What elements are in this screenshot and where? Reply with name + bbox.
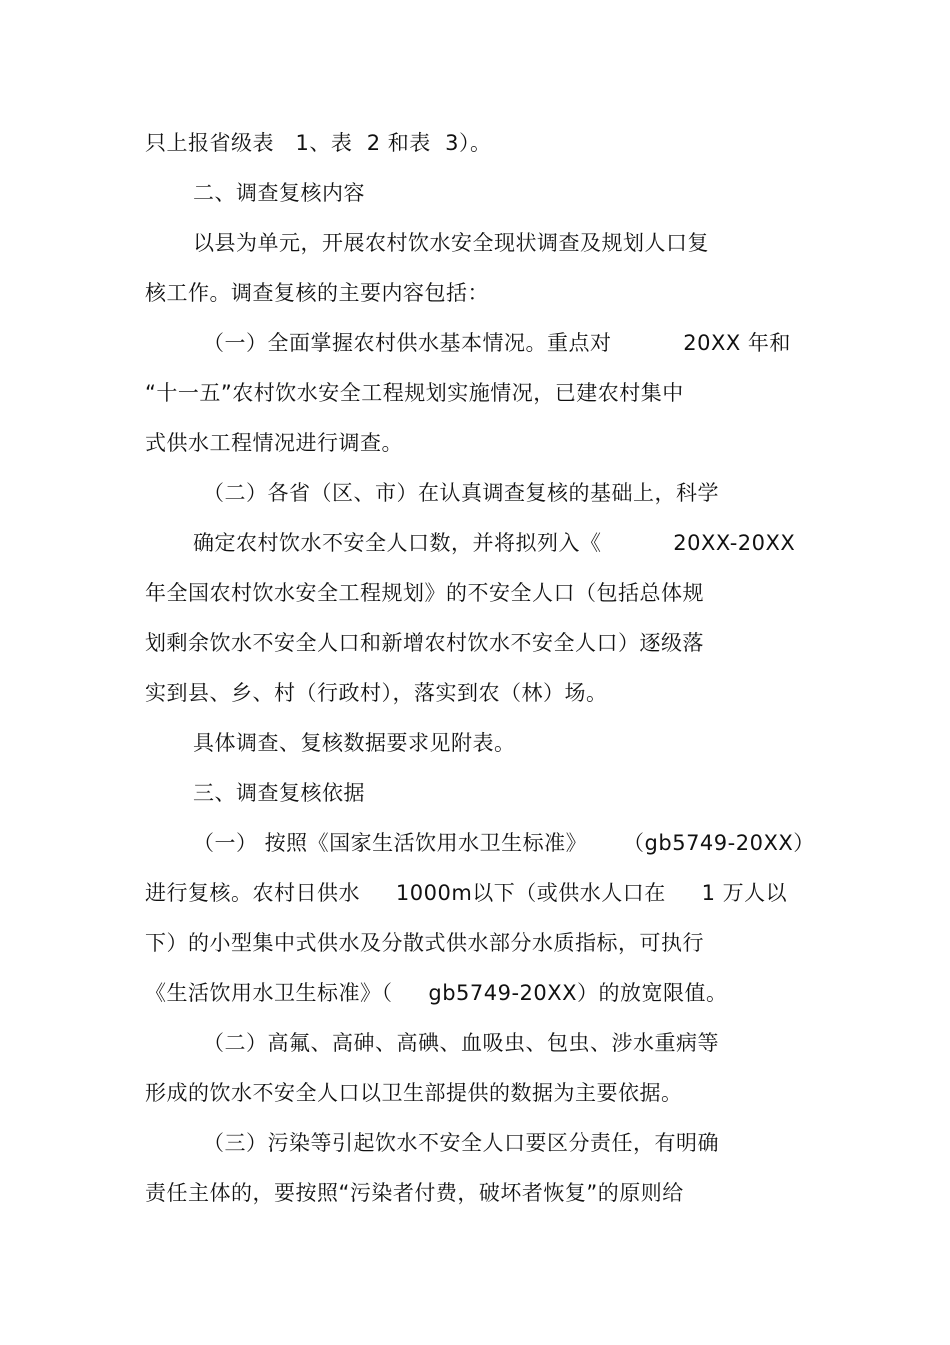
text-line: 《生活饮用水卫生标准》（ gb5749-20XX）的放宽限值。 xyxy=(145,981,728,1005)
text-line: 式供水工程情况进行调查。 xyxy=(145,431,403,455)
text-line: （二）高氟、高砷、高碘、血吸虫、包虫、涉水重病等 xyxy=(203,1031,719,1055)
text-line: （三）污染等引起饮水不安全人口要区分责任，有明确 xyxy=(203,1131,719,1155)
text-line: 只上报省级表 1、表 2 和表 3）。 xyxy=(145,131,492,155)
text-line: 确定农村饮水不安全人口数，并将拟列入《 20XX-20XX xyxy=(193,531,796,555)
text-line: 具体调查、复核数据要求见附表。 xyxy=(193,731,516,755)
text-line: （一）全面掌握农村供水基本情况。重点对 20XX 年和 xyxy=(203,331,791,355)
text-line: 实到县、乡、村（行政村），落实到农（林）场。 xyxy=(145,681,608,705)
text-line: 形成的饮水不安全人口以卫生部提供的数据为主要依据。 xyxy=(145,1081,683,1105)
text-line: （一） 按照《国家生活饮用水卫生标准》 （gb5749-20XX） xyxy=(193,831,815,855)
text-line: “十一五”农村饮水安全工程规划实施情况，已建农村集中 xyxy=(145,381,684,405)
text-line: 责任主体的，要按照“污染者付费，破坏者恢复”的原则给 xyxy=(145,1181,684,1205)
text-line: 下）的小型集中式供水及分散式供水部分水质指标，可执行 xyxy=(145,931,704,955)
text-line: 进行复核。农村日供水 1000m以下（或供水人口在 1 万人以 xyxy=(145,881,788,905)
text-line: 核工作。调查复核的主要内容包括： xyxy=(145,281,489,305)
text-line: 年全国农村饮水安全工程规划》的不安全人口（包括总体规 xyxy=(145,581,704,605)
text-line: 划剩余饮水不安全人口和新增农村饮水不安全人口）逐级落 xyxy=(145,631,704,655)
text-line: 以县为单元，开展农村饮水安全现状调查及规划人口复 xyxy=(193,231,709,255)
section-heading: 三、调查复核依据 xyxy=(193,781,365,805)
section-heading: 二、调查复核内容 xyxy=(193,181,365,205)
text-line: （二）各省（区、市）在认真调查复核的基础上，科学 xyxy=(203,481,719,505)
